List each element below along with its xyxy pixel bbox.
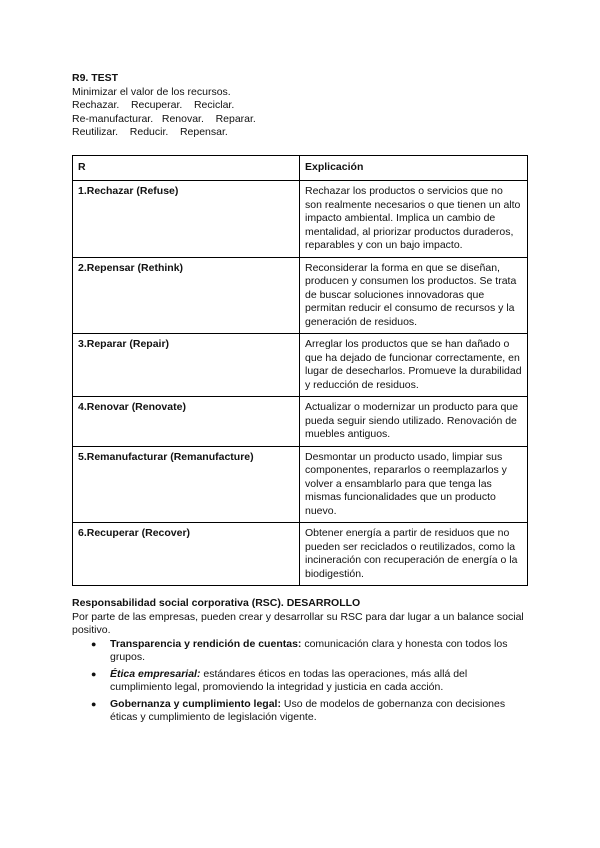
column-header-r: R <box>73 155 300 181</box>
document-page <box>72 72 528 728</box>
intro-block <box>72 86 528 140</box>
bullet-text: estándares éticos en todas las operaciones, más allá del cumplimiento legal, promoviendo la integridad y justicia en cada acción. <box>110 667 468 693</box>
rsc-paragraph: Por parte de las empresas, pueden crear y desarrollar su RSC para dar lugar a un balance social positivo. <box>72 610 524 636</box>
intro-line: Rechazar. Recuperar. Reciclar. <box>72 99 235 111</box>
section-heading: R9. TEST <box>72 72 119 84</box>
list-item <box>91 667 528 695</box>
intro-line: Re-manufacturar. Renovar. Reparar. <box>72 112 256 125</box>
bullet-text: comunicación clara y honesta con todos los grupos. <box>110 637 508 663</box>
bullet-icon: ● <box>91 668 97 679</box>
r-name-cell: 2.Repensar (Rethink) <box>73 257 300 334</box>
r-name-cell: 1.Rechazar (Refuse) <box>73 181 300 258</box>
explanation-cell: Obtener energía a partir de residuos que no pueden ser reciclados o reutilizados, como la incineración con recuperación de energía o la biodigestión. <box>300 523 528 586</box>
r-name-cell: 4.Renovar (Renovate) <box>73 397 300 447</box>
table-row <box>73 397 528 447</box>
intro-line: Reutilizar. Reducir. Repensar. <box>72 126 228 138</box>
explanation-cell: Actualizar o modernizar un producto para que pueda seguir siendo utilizado. Renovación de muebles antiguos. <box>300 397 528 447</box>
r-table <box>72 155 528 587</box>
rsc-bullet-list <box>72 638 528 725</box>
bullet-icon: ● <box>91 698 97 709</box>
table-header-row <box>73 155 528 181</box>
bullet-term: Transparencia y rendición de cuentas: <box>110 637 302 650</box>
r-name-cell: 6.Recuperar (Recover) <box>73 523 300 586</box>
bullet-term: Ética empresarial: <box>110 667 201 680</box>
table-row <box>73 257 528 334</box>
table-row <box>73 334 528 397</box>
table-row <box>73 181 528 258</box>
bullet-text: Uso de modelos de gobernanza con decisiones éticas y cumplimiento de legislación vigente. <box>110 697 506 723</box>
explanation-cell: Arreglar los productos que se han dañado o que ha dejado de funcionar correctamente, en lugar de desecharlos. Promueve la durabilidad y reducción de residuos. <box>300 334 528 397</box>
rsc-section <box>72 597 528 725</box>
explanation-cell: Desmontar un producto usado, limpiar sus componentes, repararlos o reemplazarlos y volver a ensamblarlo para que tenga las mismas funcionalidades que un producto nuevo. <box>300 446 528 523</box>
bullet-term: Gobernanza y cumplimiento legal: <box>110 697 281 710</box>
table-row <box>73 523 528 586</box>
list-item <box>91 697 528 725</box>
explanation-cell: Rechazar los productos o servicios que no son realmente necesarios o que tienen un alto impacto ambiental. Implica un cambio de mentalidad, al priorizar productos duraderos, reparables y con un bajo impacto. <box>300 181 528 258</box>
bullet-icon: ● <box>91 638 97 649</box>
explanation-cell: Reconsiderar la forma en que se diseñan, producen y consumen los productos. Se trata de buscar soluciones innovadoras que permitan reducir el consumo de recursos y la generación de residuos. <box>300 257 528 334</box>
r-name-cell: 3.Reparar (Repair) <box>73 334 300 397</box>
r-name-cell: 5.Remanufacturar (Remanufacture) <box>73 446 300 523</box>
table-row <box>73 446 528 523</box>
rsc-title: Responsabilidad social corporativa (RSC). DESARROLLO <box>72 597 361 609</box>
intro-line: Minimizar el valor de los recursos. <box>72 85 231 98</box>
column-header-explicacion: Explicación <box>300 155 528 181</box>
list-item <box>91 637 528 665</box>
